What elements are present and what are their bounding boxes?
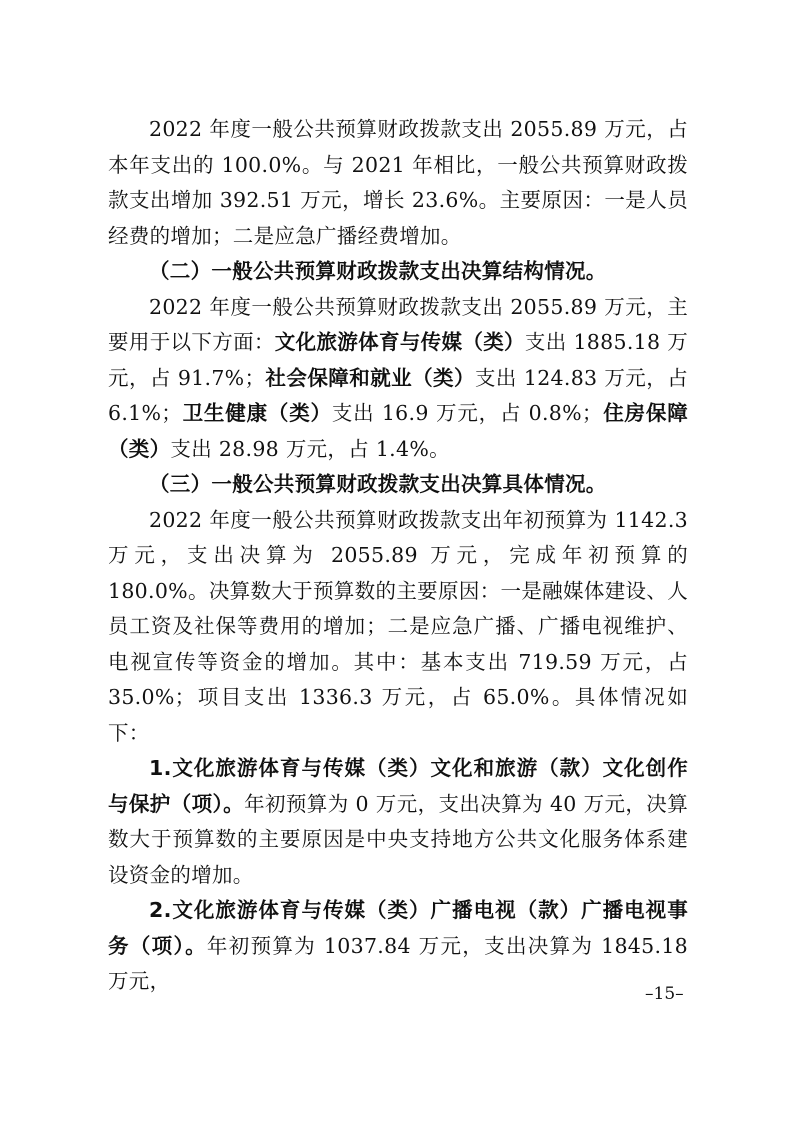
section-heading-3: （三）一般公共预算财政拨款支出决算具体情况。 xyxy=(149,472,607,496)
section-heading-2: （二）一般公共预算财政拨款支出决算结构情况。 xyxy=(149,259,607,283)
paragraph-expenditure-structure xyxy=(108,290,688,468)
item-1-title: 1.文化旅游体育与传媒（类）文化和旅游（款）文化创作与保护（项）。 xyxy=(108,756,688,816)
paragraph-item-1 xyxy=(108,751,688,893)
item-2-title: 2.文化旅游体育与传媒（类）广播电视（款）广播电视事务（项）。 xyxy=(108,898,688,958)
document-body xyxy=(108,112,688,1000)
item-2-text: 年初预算为 1037.84 万元，支出决算为 1845.18 万元， xyxy=(108,933,688,993)
category-culture: 文化旅游体育与传媒（类） xyxy=(274,330,525,354)
category-social-security: 社会保障和就业（类） xyxy=(265,365,475,390)
paragraph-expenditure-details: 2022 年度一般公共预算财政拨款支出年初预算为 1142.3 万元，支出决算为 2055.89 万元，完成年初预算的 180.0%。决算数大于预算数的主要原因：一是融媒体建设、人员工资及社保等费用的增加；二是应急广播、广播电视维护、电视宣传等资金的增加。其中：基本支出 719.59 万元，占 35.0%；项目支出 1336.3 万元，占 65.0%。具体情况如下： xyxy=(108,507,688,745)
category-health-text: 支出 16.9 万元，占 0.8%； xyxy=(331,401,603,425)
page-number: –15– xyxy=(645,984,684,1004)
category-health: 卫生健康（类） xyxy=(182,401,332,425)
category-housing: 住房保障（类） xyxy=(108,401,688,461)
category-culture-text: 支出 1885.18 万元，占 91.7%； xyxy=(108,330,688,390)
paragraph-expenditure-summary: 2022 年度一般公共预算财政拨款支出 2055.89 万元，占本年支出的 100.0%。与 2021 年相比，一般公共预算财政拨款支出增加 392.51 万元，增长 23.6%。主要原因：一是人员经费的增加；二是应急广播经费增加。 xyxy=(108,117,688,248)
item-1-text: 年初预算为 0 万元，支出决算为 40 万元，决算数大于预算数的主要原因是中央支持地方公共文化服务体系建设资金的增加。 xyxy=(108,791,688,887)
category-housing-text: 支出 28.98 万元，占 1.4%。 xyxy=(170,436,450,461)
paragraph-item-2 xyxy=(108,893,688,1000)
category-social-security-text: 支出 124.83 万元，占 6.1%； xyxy=(108,365,689,425)
structure-intro: 2022 年度一般公共预算财政拨款支出 2055.89 万元，主要用于以下方面： xyxy=(108,294,688,354)
